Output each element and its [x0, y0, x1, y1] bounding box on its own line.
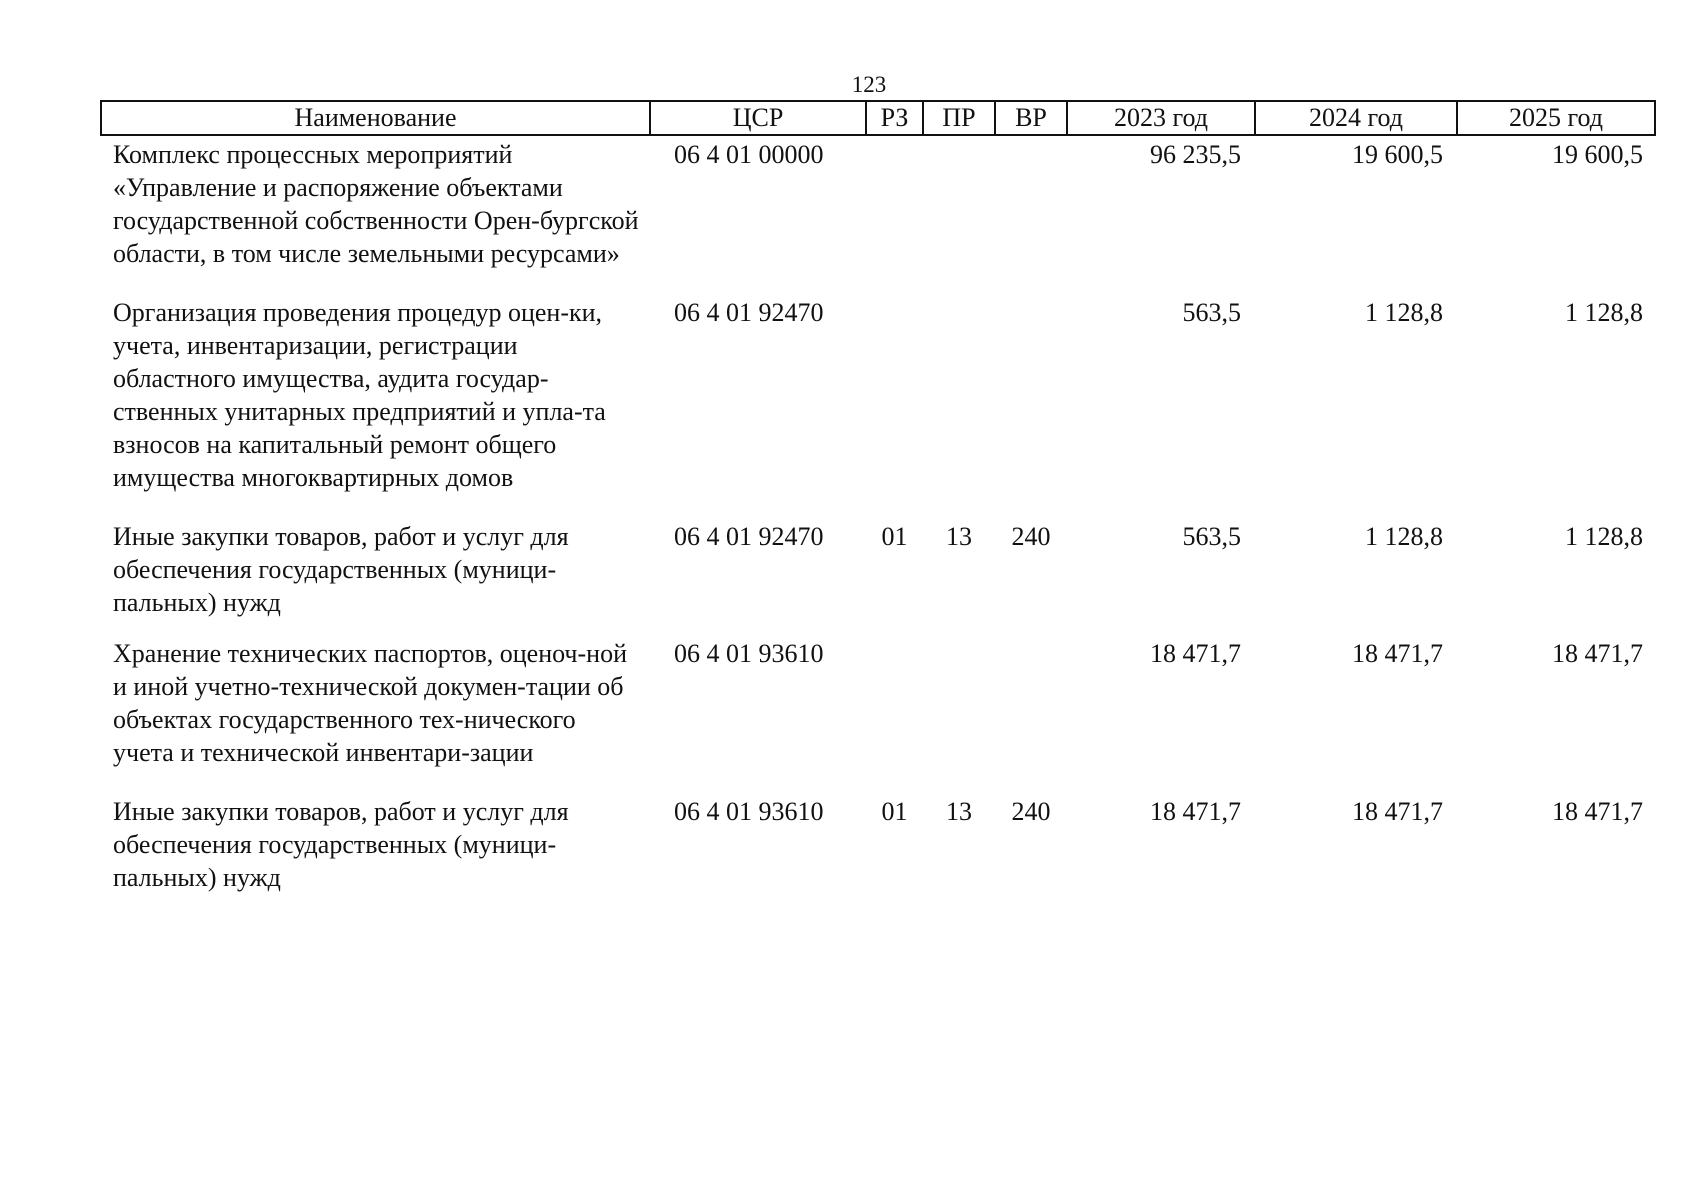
row-name: Комплекс процессных мероприятий «Управление и распоряжение объектами государственной собственности Орен-бургской области, в том числе земельными ресурсами»: [113, 140, 639, 268]
row-amount-2023: 563,5: [1182, 298, 1241, 327]
header-2023: 2023 год: [1067, 101, 1255, 135]
row-amount-2023: 563,5: [1182, 522, 1241, 551]
table-body: [101, 135, 1655, 920]
table-row: [101, 520, 1655, 637]
row-vr: 240: [1011, 522, 1051, 551]
row-amount-2025: 18 471,7: [1552, 639, 1643, 668]
row-amount-2024: 18 471,7: [1352, 797, 1443, 826]
row-amount-2023: 18 471,7: [1150, 797, 1241, 826]
row-name: Иные закупки товаров, работ и услуг для обеспечения государственных (муници-пальных) нужд: [113, 797, 569, 892]
row-csr: 06 4 01 92470: [674, 298, 824, 327]
header-rz: РЗ: [866, 101, 923, 135]
row-amount-2024: 19 600,5: [1352, 140, 1443, 169]
row-pr: 13: [946, 797, 972, 826]
header-pr: ПР: [923, 101, 995, 135]
page-number: 123: [851, 72, 887, 97]
row-amount-2025: 1 128,8: [1565, 522, 1643, 551]
row-name: Иные закупки товаров, работ и услуг для обеспечения государственных (муници-пальных) нужд: [113, 522, 569, 617]
row-rz: 01: [881, 797, 908, 826]
row-pr: [923, 135, 995, 296]
row-vr: 240: [1011, 797, 1051, 826]
row-amount-2025: 1 128,8: [1565, 298, 1643, 327]
header-2025: 2025 год: [1457, 101, 1655, 135]
row-name: Хранение технических паспортов, оценоч-ной и иной учетно-технической докумен-тации об объектах государственного тех-нического учета и технической инвентари-зации: [113, 639, 627, 767]
row-vr: [995, 296, 1067, 520]
row-pr: 13: [946, 522, 972, 551]
table-row: [101, 637, 1655, 795]
row-amount-2025: 19 600,5: [1552, 140, 1643, 169]
row-rz: [866, 637, 923, 795]
row-amount-2024: 1 128,8: [1365, 298, 1443, 327]
header-vr: ВР: [995, 101, 1067, 135]
table-row: [101, 296, 1655, 520]
table-row: [101, 795, 1655, 920]
row-csr: 06 4 01 92470: [674, 522, 824, 551]
row-amount-2024: 18 471,7: [1352, 639, 1443, 668]
row-name: Организация проведения процедур оцен-ки, учета, инвентаризации, регистрации областного имущества, аудита государ-ственных унитарных предприятий и упла-та взносов на капитальный ремонт общего имущества многоквартирных домов: [113, 298, 606, 492]
row-amount-2025: 18 471,7: [1552, 797, 1643, 826]
row-csr: 06 4 01 00000: [674, 140, 824, 169]
table-row: [101, 135, 1655, 296]
row-vr: [995, 637, 1067, 795]
header-name: Наименование: [101, 101, 650, 135]
row-rz: [866, 296, 923, 520]
row-pr: [923, 637, 995, 795]
row-csr: 06 4 01 93610: [674, 639, 824, 668]
row-vr: [995, 135, 1067, 296]
row-csr: 06 4 01 93610: [674, 797, 824, 826]
row-amount-2023: 96 235,5: [1150, 140, 1241, 169]
row-rz: 01: [881, 522, 908, 551]
row-amount-2023: 18 471,7: [1150, 639, 1241, 668]
budget-table: [100, 100, 1656, 920]
row-pr: [923, 296, 995, 520]
row-rz: [866, 135, 923, 296]
header-csr: ЦСР: [650, 101, 866, 135]
row-amount-2024: 1 128,8: [1365, 522, 1443, 551]
table-header: [101, 101, 1655, 135]
header-2024: 2024 год: [1255, 101, 1457, 135]
header-row: [101, 101, 1655, 135]
